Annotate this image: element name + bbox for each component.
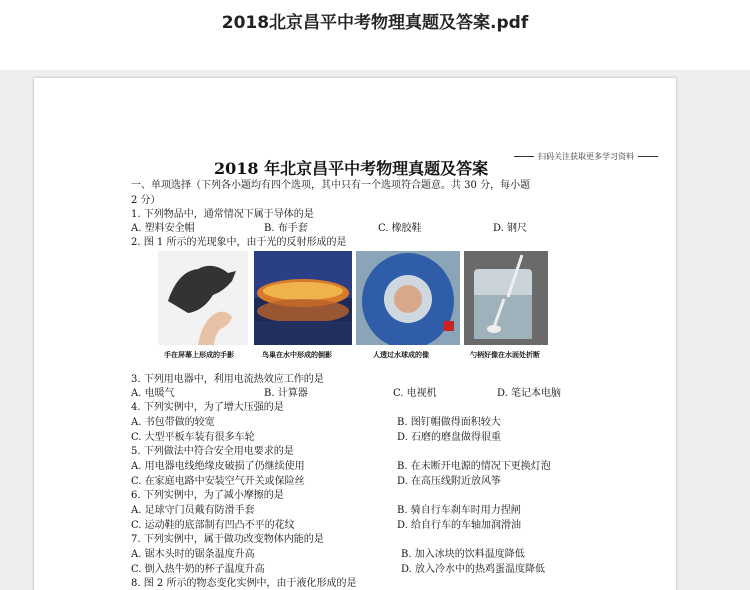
figure-caption-1: 手在屏幕上形成的手影 (164, 351, 234, 359)
q3-option-c: C. 电视机 (393, 388, 437, 399)
water-ball-image (356, 251, 460, 345)
q7-option-a: A. 锯木头时的锯条温度升高 (131, 549, 255, 560)
section-heading-line1: 一、单项选择（下列各小题均有四个选项，其中只有一个选项符合题意。共 30 分，每小题 (131, 180, 531, 191)
q1-option-d: D. 钢尺 (493, 223, 528, 234)
q3-option-a: A. 电暖气 (131, 388, 175, 399)
q5-option-c: C. 在家庭电路中安装空气开关或保险丝 (131, 476, 305, 487)
q6-option-a: A. 足球守门员戴有防滑手套 (131, 505, 255, 516)
side-note-dash-right (638, 156, 658, 157)
viewer-header (0, 0, 750, 70)
q1-option-a: A. 塑料安全帽 (131, 223, 195, 234)
q4-option-d: D. 石磨的磨盘做得很重 (397, 432, 502, 443)
q7-stem: 7. 下列实例中，属于做功改变物体内能的是 (131, 534, 324, 545)
q3-option-b: B. 计算器 (264, 388, 308, 399)
section-heading-line2: 2 分） (131, 195, 161, 206)
side-note-dash-left (514, 156, 534, 157)
spoon-in-water-image (464, 251, 548, 345)
q8-stem: 8. 图 2 所示的物态变化实例中，由于液化形成的是 (131, 578, 357, 589)
q4-option-a: A. 书包带做的较宽 (131, 417, 215, 428)
q5-option-a: A. 用电器电线绝缘皮破损了仍继续使用 (131, 461, 305, 472)
q4-option-c: C. 大型平板车装有很多车轮 (131, 432, 255, 443)
q6-option-d: D. 给自行车的车轴加润滑油 (397, 520, 522, 531)
q6-stem: 6. 下列实例中，为了减小摩擦的是 (131, 490, 284, 501)
q5-option-b: B. 在未断开电源的情况下更换灯泡 (397, 461, 551, 472)
q6-option-b: B. 骑自行车刹车时用力捏闸 (397, 505, 521, 516)
q5-option-d: D. 在高压线附近放风筝 (397, 476, 502, 487)
paper-title: 2018 年北京昌平中考物理真题及答案 (214, 159, 489, 178)
q2-stem: 2. 图 1 所示的光现象中，由于光的反射形成的是 (131, 237, 347, 248)
q6-option-c: C. 运动鞋的底部制有凹凸不平的花纹 (131, 520, 295, 531)
q7-option-b: B. 加入冰块的饮料温度降低 (401, 549, 525, 560)
q3-stem: 3. 下列用电器中，利用电流热效应工作的是 (131, 374, 324, 385)
document-title: 2018北京昌平中考物理真题及答案.pdf (221, 13, 529, 33)
q1-stem: 1. 下列物品中，通常情况下属于导体的是 (131, 209, 314, 220)
q5-stem: 5. 下列做法中符合安全用电要求的是 (131, 446, 294, 457)
side-note (510, 151, 662, 162)
q4-stem: 4. 下列实例中，为了增大压强的是 (131, 402, 284, 413)
q1-option-c: C. 橡胶鞋 (378, 223, 422, 234)
hand-shadow-image (158, 251, 248, 345)
q7-option-d: D. 放入冷水中的热鸡蛋温度降低 (401, 564, 546, 575)
figure-caption-4: 勺柄好像在水面处折断 (470, 351, 540, 359)
figure-caption-2: 鸟巢在水中形成的倒影 (262, 351, 332, 359)
side-note-text: 扫码关注获取更多学习资料 (538, 152, 634, 161)
bird-nest-reflection-image (254, 251, 352, 345)
q3-option-d: D. 笔记本电脑 (497, 388, 562, 399)
q7-option-c: C. 倒入热牛奶的杯子温度升高 (131, 564, 265, 575)
figure-caption-3: 人透过水球成的像 (373, 351, 429, 359)
q4-option-b: B. 图钉帽做得面积较大 (397, 417, 501, 428)
q1-option-b: B. 布手套 (264, 223, 308, 234)
